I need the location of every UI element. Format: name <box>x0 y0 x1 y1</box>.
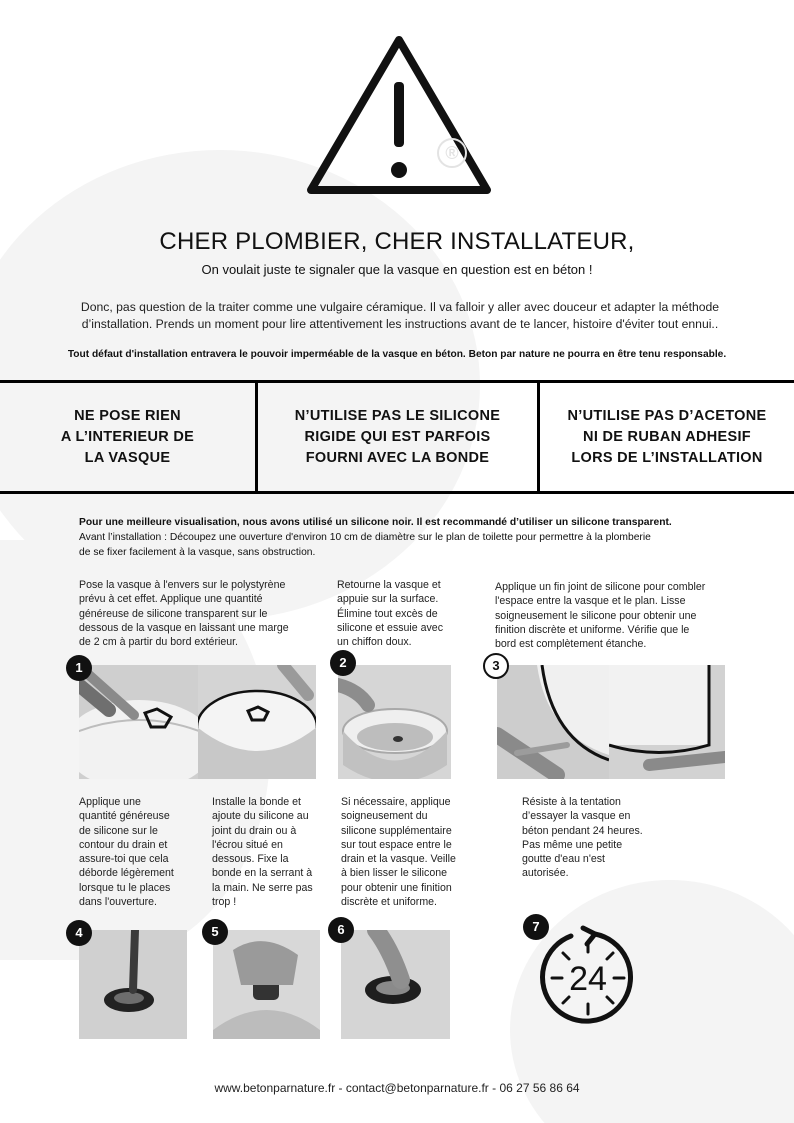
step-7-badge: 7 <box>523 914 549 940</box>
rule-line: N’UTILISE PAS D’ACETONE <box>567 408 767 424</box>
step-text-line: dessous de la vasque en laissant une marge <box>79 621 289 634</box>
registered-mark: ® <box>437 138 467 168</box>
silicone-note: Pour une meilleure visualisation, nous avons utilisé un silicone noir. Il est recommandé d’utiliser un silicone transparent. <box>79 517 672 528</box>
step-text-line: l'espace entre la vasque et le plan. Lisse <box>495 595 686 608</box>
step-text-line: drain et la vasque. Veille <box>341 853 456 866</box>
note-line: de se fixer facilement à la vasque, sans obstruction. <box>79 546 316 558</box>
step-text-line: pour obtenir une finition <box>341 881 452 894</box>
footer-separator: - <box>488 1081 500 1095</box>
step-3-photo-b <box>609 665 725 779</box>
step-text-line: la main. Ne serre pas <box>212 881 313 894</box>
step-2-text <box>337 578 467 649</box>
page-title: CHER PLOMBIER, CHER INSTALLATEUR, <box>159 228 635 255</box>
step-text-line: béton pendant 24 heures. <box>522 824 643 837</box>
step-text-line: Applique un fin joint de silicone pour combler <box>495 581 706 593</box>
divider-bottom <box>0 491 794 494</box>
step-5-photo <box>213 930 320 1039</box>
step-text-line: bonde en la serrant à <box>212 867 313 880</box>
step-text-line: un chiffon doux. <box>337 636 412 649</box>
step-text-line: de 2 cm à partir du bord extérieur. <box>79 636 238 649</box>
step-text-line: dessous. Fixe la <box>212 853 289 866</box>
rule-line: NE POSE RIEN <box>74 408 181 424</box>
preparation-note <box>79 531 739 560</box>
step-text-line: autorisée. <box>522 867 569 880</box>
timer-label: 24 <box>569 960 607 998</box>
step-4-text <box>79 795 204 909</box>
step-7-text <box>522 795 672 881</box>
intro-line: Donc, pas question de la traiter comme une vulgaire céramique. Il va falloir y aller avec douceur et adapter la méthode <box>80 300 720 314</box>
step-1-photo-b <box>198 665 316 779</box>
email-link[interactable]: contact@betonparnature.fr <box>345 1081 489 1095</box>
step-text-line: Installe la bonde et <box>212 796 301 808</box>
step-3-text <box>495 580 745 651</box>
rule-no-acetone <box>540 406 794 469</box>
page-subtitle: On voulait juste te signaler que la vasque en question est en béton ! <box>201 262 593 277</box>
rule-line: A L’INTERIEUR DE <box>60 429 195 445</box>
step-3-badge: 3 <box>483 653 509 679</box>
intro-line: d’installation. Prends un moment pour lire attentivement les instructions avant de te lancer, histoire d'éviter tout ennui.. <box>81 317 719 331</box>
rule-no-rigid-silicone <box>258 406 537 469</box>
step-6-badge: 6 <box>328 917 354 943</box>
rule-line: LA VASQUE <box>84 450 171 466</box>
step-text-line: appuie sur la surface. <box>337 593 439 606</box>
step-text-line: soigneusement le silicone pour obtenir une <box>495 609 697 622</box>
step-text-line: quantité généreuse <box>79 810 170 823</box>
step-text-line: Élimine tout excès de <box>337 607 438 620</box>
rule-line: RIGIDE QUI EST PARFOIS <box>304 429 491 445</box>
step-text-line: bord est complètement étanche. <box>495 638 647 651</box>
step-text-line: à bien lisser le silicone <box>341 867 447 880</box>
rule-line: NI DE RUBAN ADHESIF <box>583 429 751 445</box>
step-6-text <box>341 795 481 909</box>
step-text-line: joint du drain ou à <box>212 824 297 837</box>
step-text-line: d’essayer la vasque en <box>522 810 631 823</box>
24-hour-timer-icon <box>533 922 643 1032</box>
step-text-line: goutte d'eau n'est <box>522 853 605 866</box>
step-text-line: silicone et essuie avec <box>337 621 443 634</box>
step-text-line: généreuse de silicone transparent sur le <box>79 607 268 620</box>
step-text-line: assure-toi que cela <box>79 853 169 866</box>
warning-triangle-icon <box>305 30 493 202</box>
step-4-photo <box>79 930 187 1039</box>
step-text-line: discrète et uniforme. <box>341 896 437 909</box>
step-text-line: Applique une <box>79 796 141 808</box>
step-3-photo-a <box>497 665 609 779</box>
step-text-line: Pose la vasque à l'envers sur le polystyrène <box>79 579 286 591</box>
step-text-line: silicone supplémentaire <box>341 824 452 837</box>
rule-no-objects <box>0 406 255 469</box>
divider-top <box>0 380 794 383</box>
footer-separator: - <box>335 1081 346 1095</box>
step-2-photo <box>338 665 451 779</box>
step-text-line: Retourne la vasque et <box>337 579 441 591</box>
step-text-line: prévu à cet effet. Applique une quantité <box>79 593 263 606</box>
step-text-line: Résiste à la tentation <box>522 796 621 808</box>
step-4-badge: 4 <box>66 920 92 946</box>
note-line: Avant l’installation : Découpez une ouverture d'environ 10 cm de diamètre sur le plan de toilette pour permettre à la plomberie <box>79 532 651 543</box>
step-text-line: de silicone sur le <box>79 824 158 837</box>
step-text-line: finition discrète et uniforme. Vérifie que le <box>495 623 690 636</box>
step-1-photo-a <box>79 665 198 779</box>
website-link[interactable]: www.betonparnature.fr <box>214 1081 336 1095</box>
step-2-badge: 2 <box>330 650 356 676</box>
step-text-line: Pas même une petite <box>522 838 623 851</box>
step-1-badge: 1 <box>66 655 92 681</box>
step-text-line: déborde légèrement <box>79 867 174 880</box>
step-text-line: dans l'ouverture. <box>79 896 157 909</box>
footer-contact <box>0 1081 794 1095</box>
step-text-line: ajoute du silicone au <box>212 810 309 823</box>
rule-line: LORS DE L’INSTALLATION <box>571 450 763 466</box>
phone-number: 06 27 56 86 64 <box>499 1081 580 1095</box>
step-1-text <box>79 578 319 649</box>
intro-paragraph <box>55 299 745 333</box>
step-text-line: Si nécessaire, applique <box>341 796 451 808</box>
rule-line: FOURNI AVEC LA BONDE <box>305 450 490 466</box>
step-text-line: l'écrou situé en <box>212 838 283 851</box>
step-5-badge: 5 <box>202 919 228 945</box>
step-text-line: trop ! <box>212 896 237 909</box>
step-text-line: sur tout espace entre le <box>341 838 452 851</box>
rule-line: N’UTILISE PAS LE SILICONE <box>294 408 501 424</box>
step-text-line: soigneusement du <box>341 810 428 823</box>
step-text-line: contour du drain et <box>79 838 168 851</box>
step-5-text <box>212 795 337 909</box>
step-text-line: lorsque tu le places <box>79 881 171 894</box>
step-6-photo <box>341 930 450 1039</box>
disclaimer: Tout défaut d'installation entravera le pouvoir imperméable de la vasque en béton. Beton par nature ne pourra en être tenu responsable. <box>67 349 727 360</box>
